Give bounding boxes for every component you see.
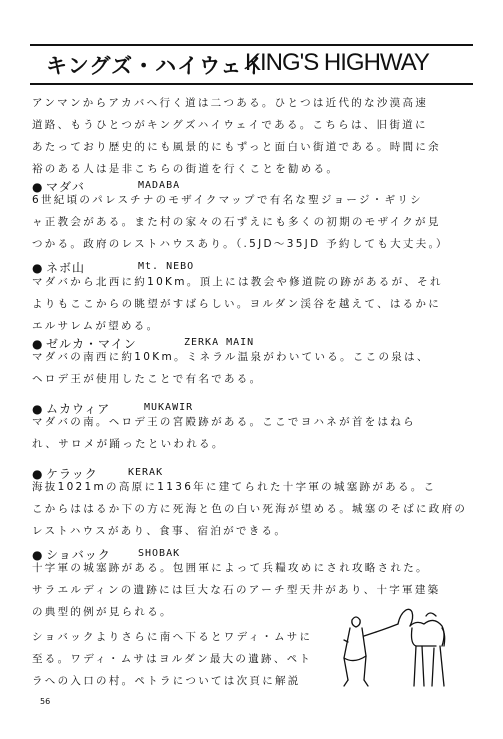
section-text-mukawir: マダバの南。ヘロデ王の宮殿跡がある。ここでヨハネが首をはねら れ、サロメが踊ったといわれる。 bbox=[32, 416, 416, 450]
page-title-english: KING'S HIGHWAY bbox=[245, 49, 429, 76]
camel-with-rider-illustration bbox=[338, 598, 448, 690]
title-bottom-rule bbox=[30, 83, 473, 85]
bullet-icon: ● bbox=[32, 402, 43, 416]
section-name-en: SHOBAK bbox=[138, 548, 181, 559]
section-name-jp: ムカウィア bbox=[46, 402, 111, 416]
title-top-rule bbox=[30, 44, 473, 46]
bullet-icon: ● bbox=[32, 337, 43, 351]
bullet-icon: ● bbox=[32, 180, 43, 194]
section-name-jp: マダバ bbox=[46, 180, 85, 194]
page-title-japanese: キングズ・ハイウェイ bbox=[46, 54, 265, 78]
closing-paragraph: ショバックよりさらに南へ下るとワディ・ムサに 至る。ワディ・ムサはヨルダン最大の遺跡、ペト ラへの入口の村。ペトラについては次頁に解説 bbox=[32, 631, 313, 687]
section-name-en: MUKAWIR bbox=[144, 402, 194, 413]
section-name-jp: ケラック bbox=[46, 467, 98, 481]
section-text-kerak: 海抜1021mの高原に1136年に建てられた十字軍の城塞跡がある。こ こからははるか下の方に死海と色の白い死海が望める。城塞のそばに政府の レストハウスがあり、食事、宿泊ができる。 bbox=[32, 481, 468, 537]
section-name-en: MADABA bbox=[138, 180, 181, 191]
bullet-icon: ● bbox=[32, 467, 43, 481]
section-text-zerka-main: マダバの南西に約10Km。ミネラル温泉がわいている。ここの泉は、 ヘロデ王が使用したことで有名である。 bbox=[32, 351, 430, 385]
page-number: 56 bbox=[40, 697, 51, 706]
section-text-madaba: 6世紀頃のパレスチナのモザイクマップで有名な聖ジョージ・ギリシ ャ正教会がある。また村の家々の石ずえにも多くの初期のモザイクが見 つかる。政府のレストハウスあり。（.5JD〜35JD 予約しても大丈夫。） bbox=[32, 194, 449, 250]
section-name-en: Mt. NEBO bbox=[138, 261, 195, 272]
section-name-jp: ショバック bbox=[46, 548, 111, 562]
bullet-icon: ● bbox=[32, 261, 43, 275]
section-name-jp: ネボ山 bbox=[46, 261, 86, 275]
section-text-shobak: 十字軍の城塞跡がある。包囲軍によって兵糧攻めにされ攻略された。 サラエルディンの遺跡には巨大な石のアーチ型天井があり、十字軍建築 の典型的例が見られる。 bbox=[32, 562, 441, 618]
section-name-en: KERAK bbox=[128, 467, 164, 478]
section-text-nebo: マダバから北西に約10Km。頂上には教会や修道院の跡があるが、それ よりもここからの眺望がすばらしい。ヨルダン渓谷を越えて、はるかに エルサレムが望める。 bbox=[32, 276, 443, 332]
intro-paragraph: アンマンからアカバへ行く道は二つある。ひとつは近代的な沙漠高速 道路、もうひとつがキングズハイウェイである。こちらは、旧街道に あたっており歴史的にも風景的にもずっと面白い街道である。時間に余 裕のある人は是非こちらの街道を行くことを勧める。 bbox=[32, 97, 441, 175]
section-name-jp: ゼルカ・マイン bbox=[46, 337, 137, 351]
bullet-icon: ● bbox=[32, 548, 43, 562]
section-name-en: ZERKA MAIN bbox=[184, 337, 255, 348]
